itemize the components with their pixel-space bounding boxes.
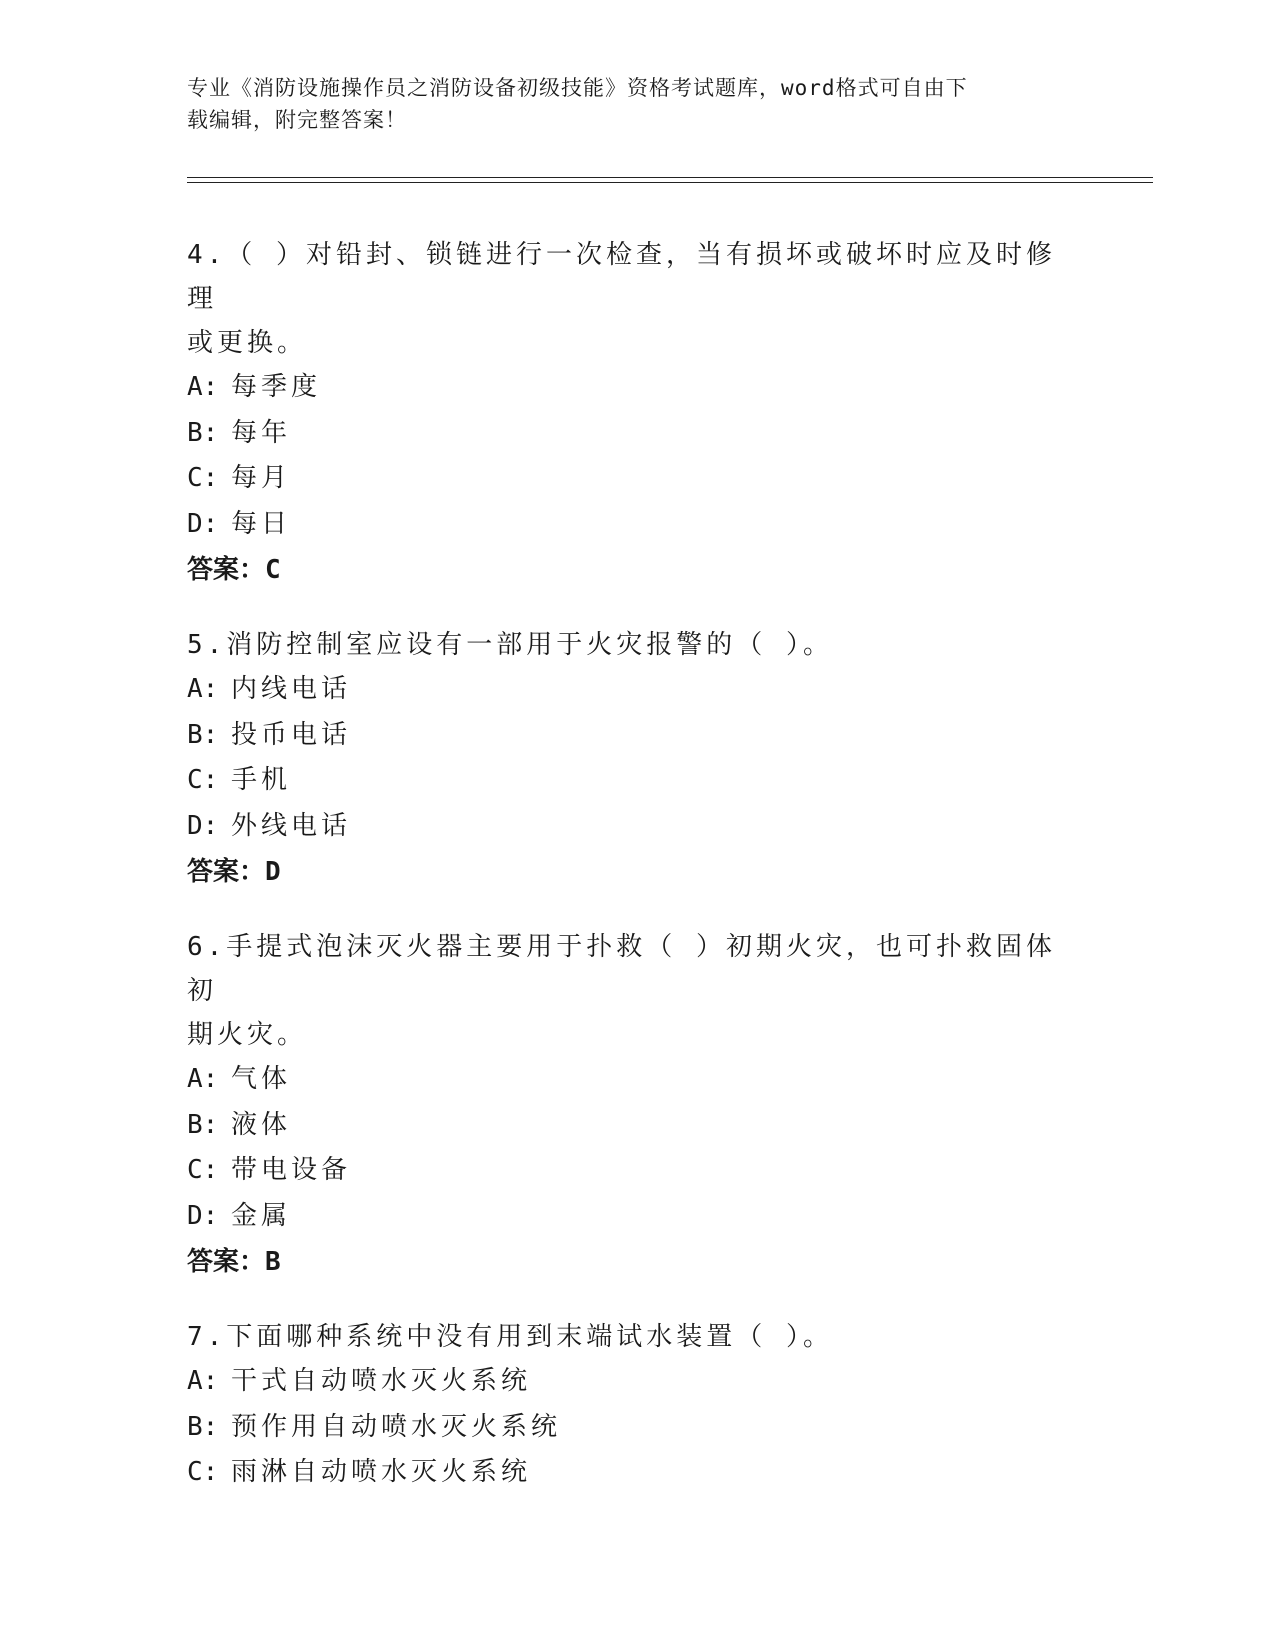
option-d [187,804,1067,850]
answer-line: 答案：D [187,857,281,887]
question-text-line-1: 5.消防控制室应设有一部用于火灾报警的（ ）。 [187,630,833,660]
option-text: 每季度 [231,372,322,402]
option-letter: B: [187,1411,219,1442]
option-letter: A: [187,1366,219,1396]
document-header [187,72,1087,136]
option-c [187,1148,1067,1194]
option-text: 预作用自动喷水灭火系统 [231,1411,562,1442]
option-b [187,713,1067,759]
option-letter: A: [187,372,219,402]
option-letter: A: [187,1064,219,1094]
option-letter: B: [187,1109,219,1140]
option-text: 投币电话 [231,719,352,750]
question-text-line-1: 6.手提式泡沫灭火器主要用于扑救（ ）初期火灾，也可扑救固体初 [187,932,1056,1006]
option-a [187,1359,1067,1405]
question-text-line-1: 7.下面哪种系统中没有用到末端试水装置（ ）。 [187,1322,833,1352]
option-text: 内线电话 [231,674,352,704]
option-letter: C: [187,1155,219,1185]
option-b [187,1103,1067,1149]
option-letter: C: [187,765,219,795]
option-text: 带电设备 [231,1155,352,1185]
option-c [187,456,1067,502]
question-6 [187,925,1067,1285]
option-letter: B: [187,719,219,750]
option-d [187,502,1067,548]
header-divider-bottom [187,182,1153,183]
option-c [187,758,1067,804]
option-letter: D: [187,810,219,841]
option-text: 每月 [231,463,292,493]
option-a [187,667,1067,713]
option-text: 雨淋自动喷水灭火系统 [231,1457,532,1487]
header-line-1: 专业《消防设施操作员之消防设备初级技能》资格考试题库，word格式可自由下 [187,76,968,100]
question-4 [187,233,1067,593]
option-text: 每日 [231,508,292,539]
option-letter: C: [187,1457,219,1487]
option-text: 每年 [231,417,292,448]
option-a [187,1057,1067,1103]
option-letter: B: [187,417,219,448]
option-a [187,365,1067,411]
question-7 [187,1315,1067,1496]
option-letter: C: [187,463,219,493]
option-letter: D: [187,1200,219,1231]
question-text-line-2: 期火灾。 [187,1020,308,1050]
question-text-line-1: 4.（ ）对铅封、锁链进行一次检查，当有损坏或破坏时应及时修理 [187,240,1056,314]
option-text: 液体 [231,1109,292,1140]
answer-line: 答案：C [187,555,281,585]
option-text: 气体 [231,1064,292,1094]
question-text-line-2: 或更换。 [187,328,308,358]
header-divider-top [187,177,1153,178]
header-line-2: 载编辑，附完整答案！ [187,108,407,132]
option-letter: A: [187,674,219,704]
option-c [187,1450,1067,1496]
question-5 [187,623,1067,895]
option-b [187,411,1067,457]
option-b [187,1405,1067,1451]
option-text: 手机 [231,765,292,795]
option-text: 金属 [231,1200,292,1231]
option-text: 外线电话 [231,810,352,841]
answer-line: 答案：B [187,1247,281,1277]
option-d [187,1194,1067,1240]
question-list [187,233,1067,1526]
option-letter: D: [187,508,219,539]
option-text: 干式自动喷水灭火系统 [231,1366,532,1396]
